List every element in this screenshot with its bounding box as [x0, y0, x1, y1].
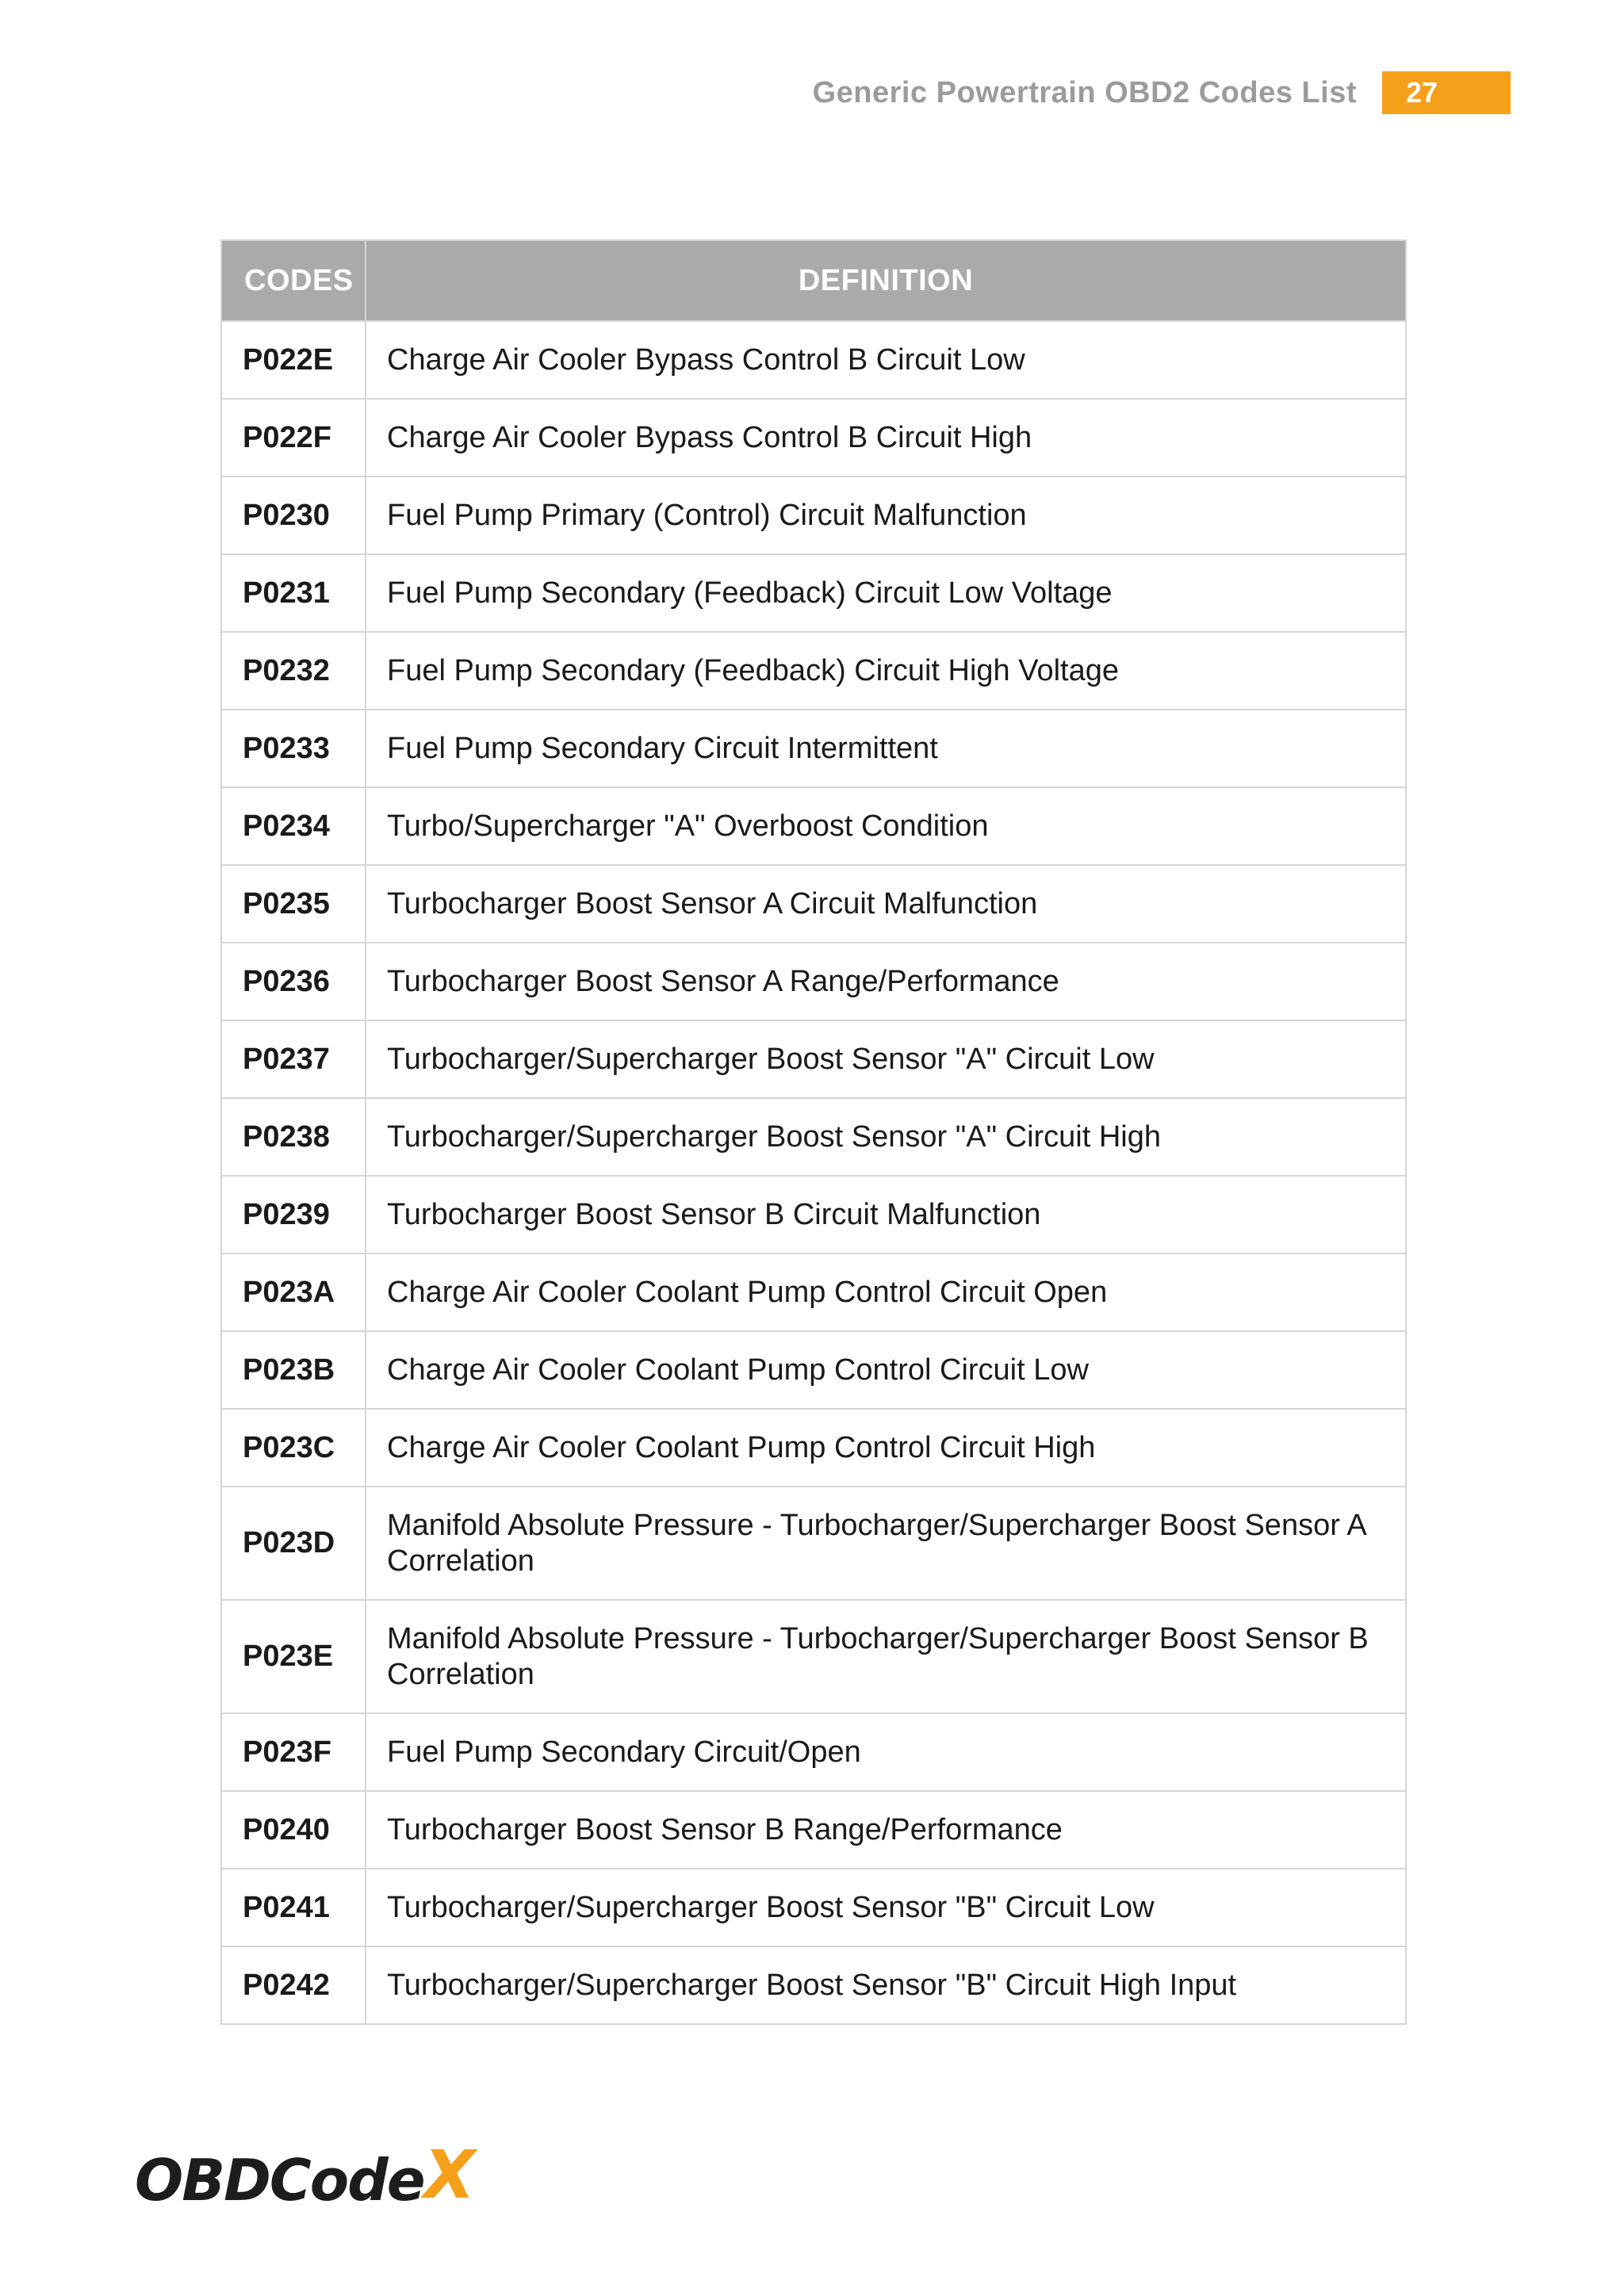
definition-cell: Charge Air Cooler Coolant Pump Control Circuit Low — [366, 1331, 1406, 1409]
definition-cell: Fuel Pump Primary (Control) Circuit Malfunction — [366, 476, 1406, 554]
table-row — [221, 399, 1406, 476]
table-row — [221, 554, 1406, 632]
table-row — [221, 1869, 1406, 1946]
definition-cell: Manifold Absolute Pressure - Turbocharger/Supercharger Boost Sensor B Correlation — [366, 1600, 1406, 1713]
definition-cell: Turbocharger/Supercharger Boost Sensor "A" Circuit Low — [366, 1020, 1406, 1098]
table-row — [221, 1946, 1406, 2024]
code-cell: P0242 — [221, 1946, 366, 2024]
definition-cell: Fuel Pump Secondary (Feedback) Circuit High Voltage — [366, 632, 1406, 710]
table-row — [221, 1176, 1406, 1253]
column-header-definition: DEFINITION — [366, 240, 1406, 321]
page-header — [0, 71, 1511, 114]
code-cell: P0237 — [221, 1020, 366, 1098]
table-row — [221, 1600, 1406, 1713]
table-row — [221, 865, 1406, 943]
code-cell: P023D — [221, 1487, 366, 1600]
document-title: Generic Powertrain OBD2 Codes List — [812, 75, 1357, 109]
logo-accent-x: X — [423, 2136, 474, 2214]
table-row — [221, 710, 1406, 787]
definition-cell: Charge Air Cooler Coolant Pump Control Circuit Open — [366, 1253, 1406, 1331]
table-row — [221, 632, 1406, 710]
code-cell: P0239 — [221, 1176, 366, 1253]
definition-cell: Turbo/Supercharger "A" Overboost Condition — [366, 787, 1406, 865]
code-cell: P0236 — [221, 943, 366, 1020]
table-row — [221, 1791, 1406, 1869]
code-cell: P023B — [221, 1331, 366, 1409]
table-row — [221, 1020, 1406, 1098]
table-row — [221, 1713, 1406, 1791]
definition-cell: Turbocharger Boost Sensor A Range/Performance — [366, 943, 1406, 1020]
code-cell: P0230 — [221, 476, 366, 554]
code-cell: P0234 — [221, 787, 366, 865]
definition-cell: Charge Air Cooler Coolant Pump Control Circuit High — [366, 1409, 1406, 1487]
table-row — [221, 1331, 1406, 1409]
definition-cell: Manifold Absolute Pressure - Turbocharger/Supercharger Boost Sensor A Correlation — [366, 1487, 1406, 1600]
table-row — [221, 1487, 1406, 1600]
definition-cell: Turbocharger Boost Sensor A Circuit Malfunction — [366, 865, 1406, 943]
definition-cell: Turbocharger Boost Sensor B Range/Performance — [366, 1791, 1406, 1869]
codes-table — [220, 239, 1407, 2025]
code-cell: P0238 — [221, 1098, 366, 1176]
code-cell: P023E — [221, 1600, 366, 1713]
definition-cell: Fuel Pump Secondary (Feedback) Circuit Low Voltage — [366, 554, 1406, 632]
table-row — [221, 321, 1406, 399]
code-cell: P0231 — [221, 554, 366, 632]
table-row — [221, 1253, 1406, 1331]
definition-cell: Charge Air Cooler Bypass Control B Circuit High — [366, 399, 1406, 476]
code-cell: P0241 — [221, 1869, 366, 1946]
table-row — [221, 943, 1406, 1020]
code-cell: P0232 — [221, 632, 366, 710]
definition-cell: Turbocharger Boost Sensor B Circuit Malfunction — [366, 1176, 1406, 1253]
code-cell: P0240 — [221, 1791, 366, 1869]
definition-cell: Turbocharger/Supercharger Boost Sensor "B" Circuit High Input — [366, 1946, 1406, 2024]
column-header-codes: CODES — [221, 240, 366, 321]
obdcodex-logo — [135, 2136, 474, 2214]
definition-cell: Turbocharger/Supercharger Boost Sensor "B" Circuit Low — [366, 1869, 1406, 1946]
code-cell: P0235 — [221, 865, 366, 943]
code-cell: P022F — [221, 399, 366, 476]
definition-cell: Fuel Pump Secondary Circuit Intermittent — [366, 710, 1406, 787]
definition-cell: Fuel Pump Secondary Circuit/Open — [366, 1713, 1406, 1791]
code-cell: P023A — [221, 1253, 366, 1331]
table-row — [221, 1409, 1406, 1487]
definition-cell: Turbocharger/Supercharger Boost Sensor "A" Circuit High — [366, 1098, 1406, 1176]
code-cell: P0233 — [221, 710, 366, 787]
table-row — [221, 787, 1406, 865]
logo-text: OBDCode — [135, 2147, 424, 2214]
definition-cell: Charge Air Cooler Bypass Control B Circuit Low — [366, 321, 1406, 399]
table-row — [221, 476, 1406, 554]
page-number-badge: 27 — [1382, 71, 1511, 114]
code-cell: P023C — [221, 1409, 366, 1487]
code-cell: P022E — [221, 321, 366, 399]
table-header-row — [221, 240, 1406, 321]
code-cell: P023F — [221, 1713, 366, 1791]
table-row — [221, 1098, 1406, 1176]
